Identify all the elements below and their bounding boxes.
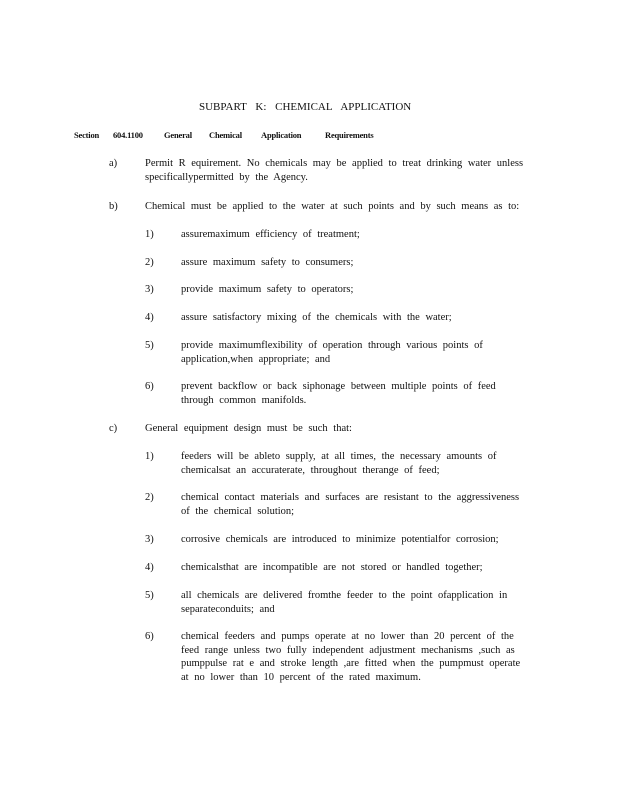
section-heading-word: Chemical <box>209 130 242 140</box>
text-line: application,when appropriate; and <box>181 353 331 365</box>
text-line: feed range unless two fully independent adjustment mechanisms ,such as <box>181 644 515 656</box>
text-line: prevent backflow or back siphonage between multiple points of feed <box>181 381 496 392</box>
page-title: SUBPART K: CHEMICAL APPLICATION <box>199 101 412 113</box>
subitem-text <box>181 630 520 684</box>
section-label: Section <box>74 130 100 140</box>
text-line: chemical contact materials and surfaces are resistant to the aggressiveness <box>181 492 520 503</box>
text-line: provide maximum safety to operators; <box>181 284 354 295</box>
subitem-text <box>181 339 483 366</box>
subitem-marker: 6) <box>145 631 154 642</box>
item-marker-c: c) <box>109 423 118 434</box>
text-line: pumppulse rat e and stroke length ,are fitted when the pumpmust operate <box>181 658 521 669</box>
text-line: at no lower than 10 percent of the rated maximum. <box>181 671 421 683</box>
subitem-text <box>181 228 360 242</box>
item-marker-b: b) <box>109 201 118 212</box>
item-b-text <box>145 200 519 214</box>
subitem-text <box>181 533 499 547</box>
text-line: provide maximumflexibility of operation through various points of <box>181 340 483 351</box>
subitem-text <box>181 380 496 407</box>
subitem-marker: 5) <box>145 340 154 351</box>
subitem-text <box>181 450 496 477</box>
text-line: chemicalsat an accuraterate, throughout therange of feed; <box>181 464 440 476</box>
section-number: 604.1100 <box>113 130 143 140</box>
subitem-marker: 1) <box>145 451 154 462</box>
subitem-marker: 4) <box>145 312 154 323</box>
text-line: corrosive chemicals are introduced to minimize potentialfor corrosion; <box>181 534 499 545</box>
text-line: assuremaximum efficiency of treatment; <box>181 229 360 240</box>
text-line: Permit R equirement. No chemicals may be applied to treat drinking water unless <box>145 158 524 169</box>
text-line: chemicalsthat are incompatible are not stored or handled together; <box>181 562 483 573</box>
subitem-text <box>181 283 353 297</box>
text-line: of the chemical solution; <box>181 505 295 517</box>
text-line: assure satisfactory mixing of the chemicals with the water; <box>181 312 452 323</box>
subitem-text <box>181 311 452 325</box>
text-line: specificallypermitted by the Agency. <box>145 171 308 183</box>
section-heading-word: General <box>164 130 192 140</box>
subitem-marker: 3) <box>145 284 154 295</box>
subitem-text <box>181 561 483 575</box>
subitem-text <box>181 491 519 518</box>
text-line: assure maximum safety to consumers; <box>181 257 354 268</box>
item-marker-a: a) <box>109 158 118 169</box>
item-a-text <box>145 157 523 184</box>
text-line: Chemical must be applied to the water at such points and by such means as to: <box>145 201 520 212</box>
subitem-marker: 5) <box>145 590 154 601</box>
subitem-marker: 6) <box>145 381 154 392</box>
text-line: General equipment design must be such that: <box>145 423 352 434</box>
subitem-marker: 4) <box>145 562 154 573</box>
subitem-text <box>181 589 507 616</box>
text-line: feeders will be ableto supply, at all times, the necessary amounts of <box>181 451 497 462</box>
subitem-text <box>181 256 353 270</box>
subitem-marker: 2) <box>145 257 154 268</box>
section-heading-word: Application <box>261 130 302 140</box>
subitem-marker: 1) <box>145 229 154 240</box>
text-line: separateconduits; and <box>181 603 275 615</box>
text-line: all chemicals are delivered fromthe feeder to the point ofapplication in <box>181 590 508 601</box>
item-c-text <box>145 422 352 436</box>
subitem-marker: 3) <box>145 534 154 545</box>
section-heading-word: Requirements <box>325 130 374 140</box>
subitem-marker: 2) <box>145 492 154 503</box>
text-line: chemical feeders and pumps operate at no lower than 20 percent of the <box>181 631 514 642</box>
text-line: through common manifolds. <box>181 394 307 406</box>
